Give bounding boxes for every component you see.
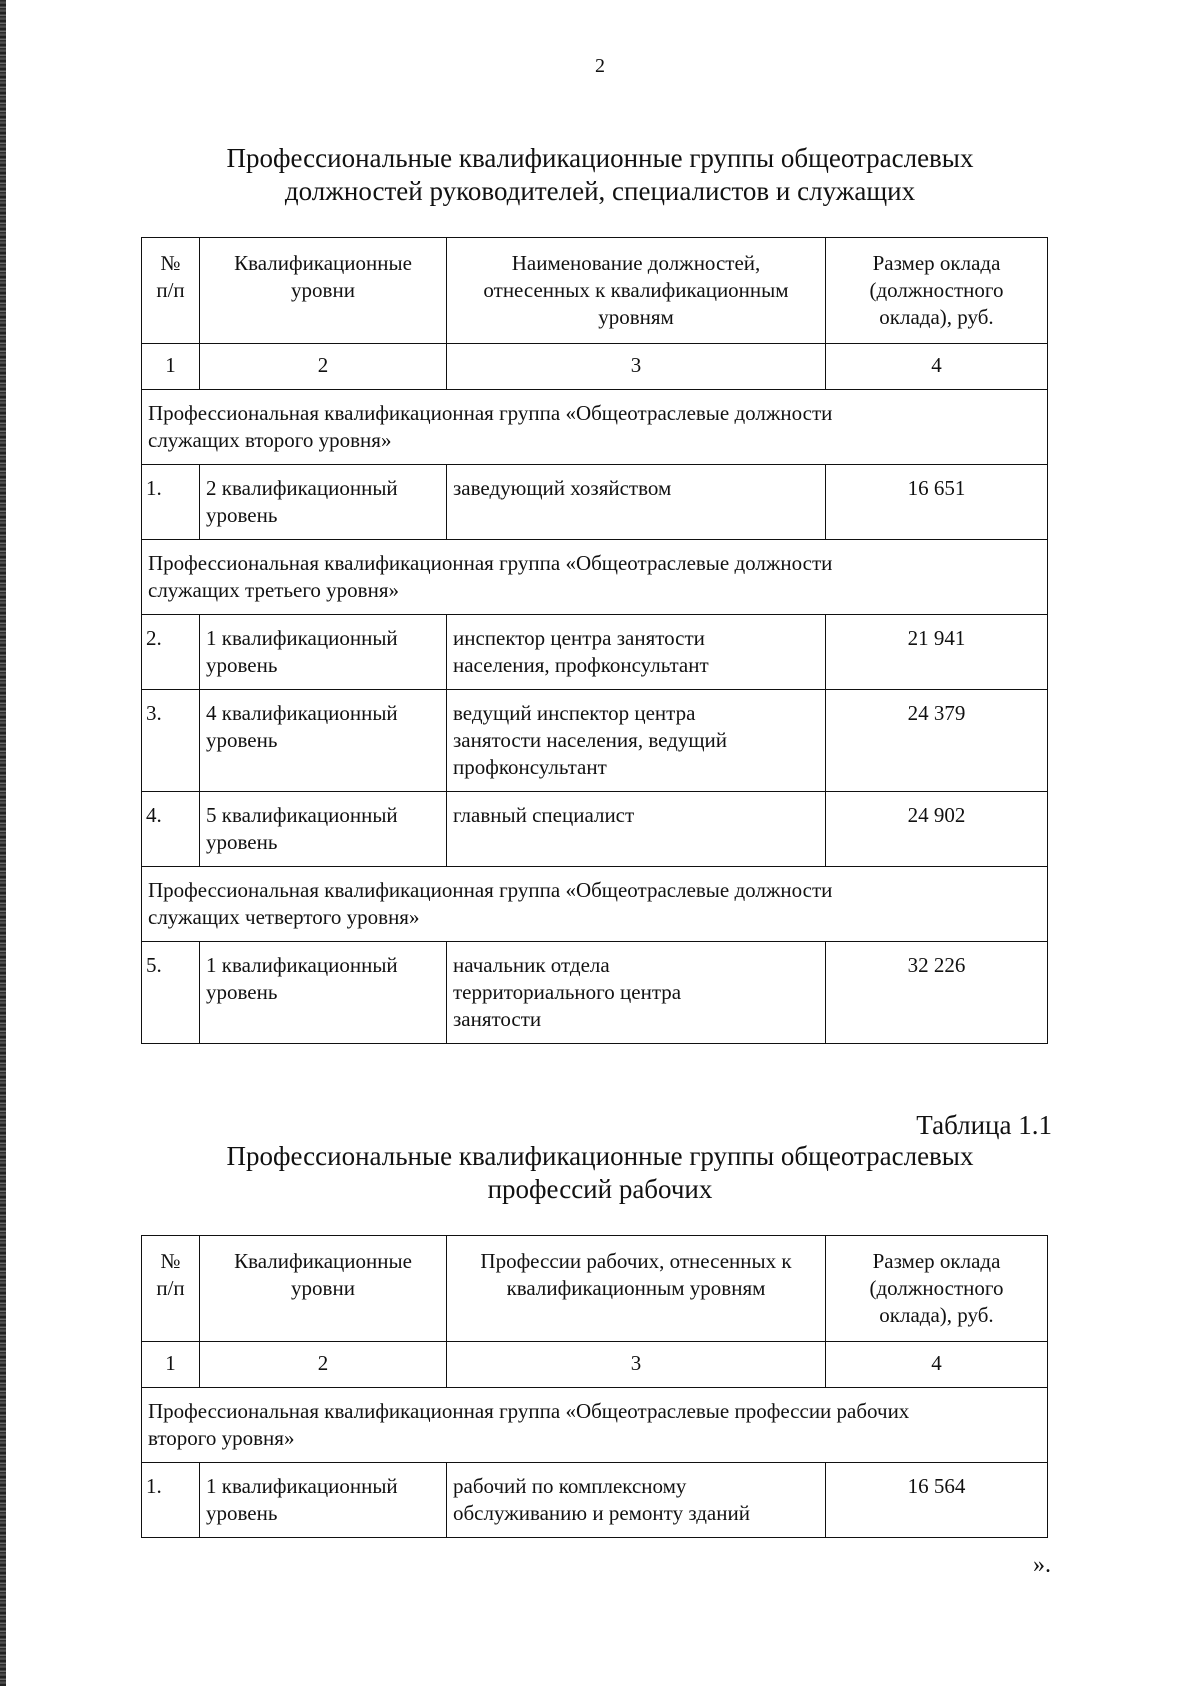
row-level: 1 квалификационный уровень — [200, 942, 447, 1044]
row-position: начальник отдела территориального центра занятости — [447, 942, 826, 1044]
row-profession: рабочий по комплексному обслуживанию и ремонту зданий — [447, 1463, 826, 1538]
row-level: 5 квалификационный уровень — [200, 792, 447, 867]
header-positions: Наименование должностей, отнесенных к квалификационным уровням — [447, 238, 826, 344]
table-label: Таблица 1.1 — [916, 1110, 1052, 1140]
column-number: 1 — [142, 1342, 200, 1388]
table-row — [142, 792, 1048, 867]
column-number: 2 — [200, 1342, 447, 1388]
column-number: 2 — [200, 344, 447, 390]
row-number: 1. — [142, 465, 200, 540]
row-number: 4. — [142, 792, 200, 867]
section2-title — [200, 1140, 1000, 1206]
scan-edge — [0, 0, 6, 1686]
header-professions: Профессии рабочих, отнесенных к квалификационным уровням — [447, 1236, 826, 1342]
table-row — [142, 615, 1048, 690]
group-heading: Профессиональная квалификационная группа «Общеотраслевые должности служащих второго уровня» — [142, 390, 1048, 465]
group-row — [142, 867, 1048, 942]
column-number: 1 — [142, 344, 200, 390]
professions-table — [141, 1235, 1048, 1538]
section1-title — [200, 142, 1000, 208]
row-level: 2 квалификационный уровень — [200, 465, 447, 540]
section1-title-line2: должностей руководителей, специалистов и служащих — [284, 176, 916, 206]
row-number: 5. — [142, 942, 200, 1044]
table-row — [142, 942, 1048, 1044]
header-levels: Квалификационные уровни — [200, 1236, 447, 1342]
group-heading: Профессиональная квалификационная группа «Общеотраслевые должности служащих четвертого уровня» — [142, 867, 1048, 942]
header-salary: Размер оклада (должностного оклада), руб. — [826, 238, 1048, 344]
table-row — [142, 1463, 1048, 1538]
section2-title-line2: профессий рабочих — [487, 1174, 713, 1204]
column-numbers-row — [142, 1342, 1048, 1388]
group-heading: Профессиональная квалификационная группа «Общеотраслевые профессии рабочих второго уровня» — [142, 1388, 1048, 1463]
row-number: 2. — [142, 615, 200, 690]
header-number: № п/п — [142, 238, 200, 344]
row-position: инспектор центра занятости населения, профконсультант — [447, 615, 826, 690]
column-numbers-row — [142, 344, 1048, 390]
row-salary: 16 651 — [826, 465, 1048, 540]
column-number: 4 — [826, 344, 1048, 390]
group-heading: Профессиональная квалификационная группа «Общеотраслевые должности служащих третьего уровня» — [142, 540, 1048, 615]
column-number: 3 — [447, 344, 826, 390]
row-level: 4 квалификационный уровень — [200, 690, 447, 792]
section2-title-line1: Профессиональные квалификационные группы общеотраслевых — [226, 1141, 974, 1171]
header-levels: Квалификационные уровни — [200, 238, 447, 344]
row-position: главный специалист — [447, 792, 826, 867]
header-salary: Размер оклада (должностного оклада), руб. — [826, 1236, 1048, 1342]
row-position: заведующий хозяйством — [447, 465, 826, 540]
table-header — [142, 1236, 1048, 1342]
table-header — [142, 238, 1048, 344]
row-salary: 16 564 — [826, 1463, 1048, 1538]
header-number: № п/п — [142, 1236, 200, 1342]
row-salary: 24 379 — [826, 690, 1048, 792]
row-salary: 21 941 — [826, 615, 1048, 690]
positions-table — [141, 237, 1048, 1044]
row-salary: 32 226 — [826, 942, 1048, 1044]
row-level: 1 квалификационный уровень — [200, 1463, 447, 1538]
row-position: ведущий инспектор центра занятости населения, ведущий профконсультант — [447, 690, 826, 792]
row-level: 1 квалификационный уровень — [200, 615, 447, 690]
table-row — [142, 690, 1048, 792]
column-number: 3 — [447, 1342, 826, 1388]
group-row — [142, 390, 1048, 465]
row-number: 1. — [142, 1463, 200, 1538]
section1-title-line1: Профессиональные квалификационные группы общеотраслевых — [226, 143, 974, 173]
row-number: 3. — [142, 690, 200, 792]
row-salary: 24 902 — [826, 792, 1048, 867]
group-row — [142, 1388, 1048, 1463]
table-row — [142, 465, 1048, 540]
closing-quote-mark: ». — [1033, 1552, 1051, 1578]
column-number: 4 — [826, 1342, 1048, 1388]
group-row — [142, 540, 1048, 615]
page-number: 2 — [595, 55, 605, 77]
